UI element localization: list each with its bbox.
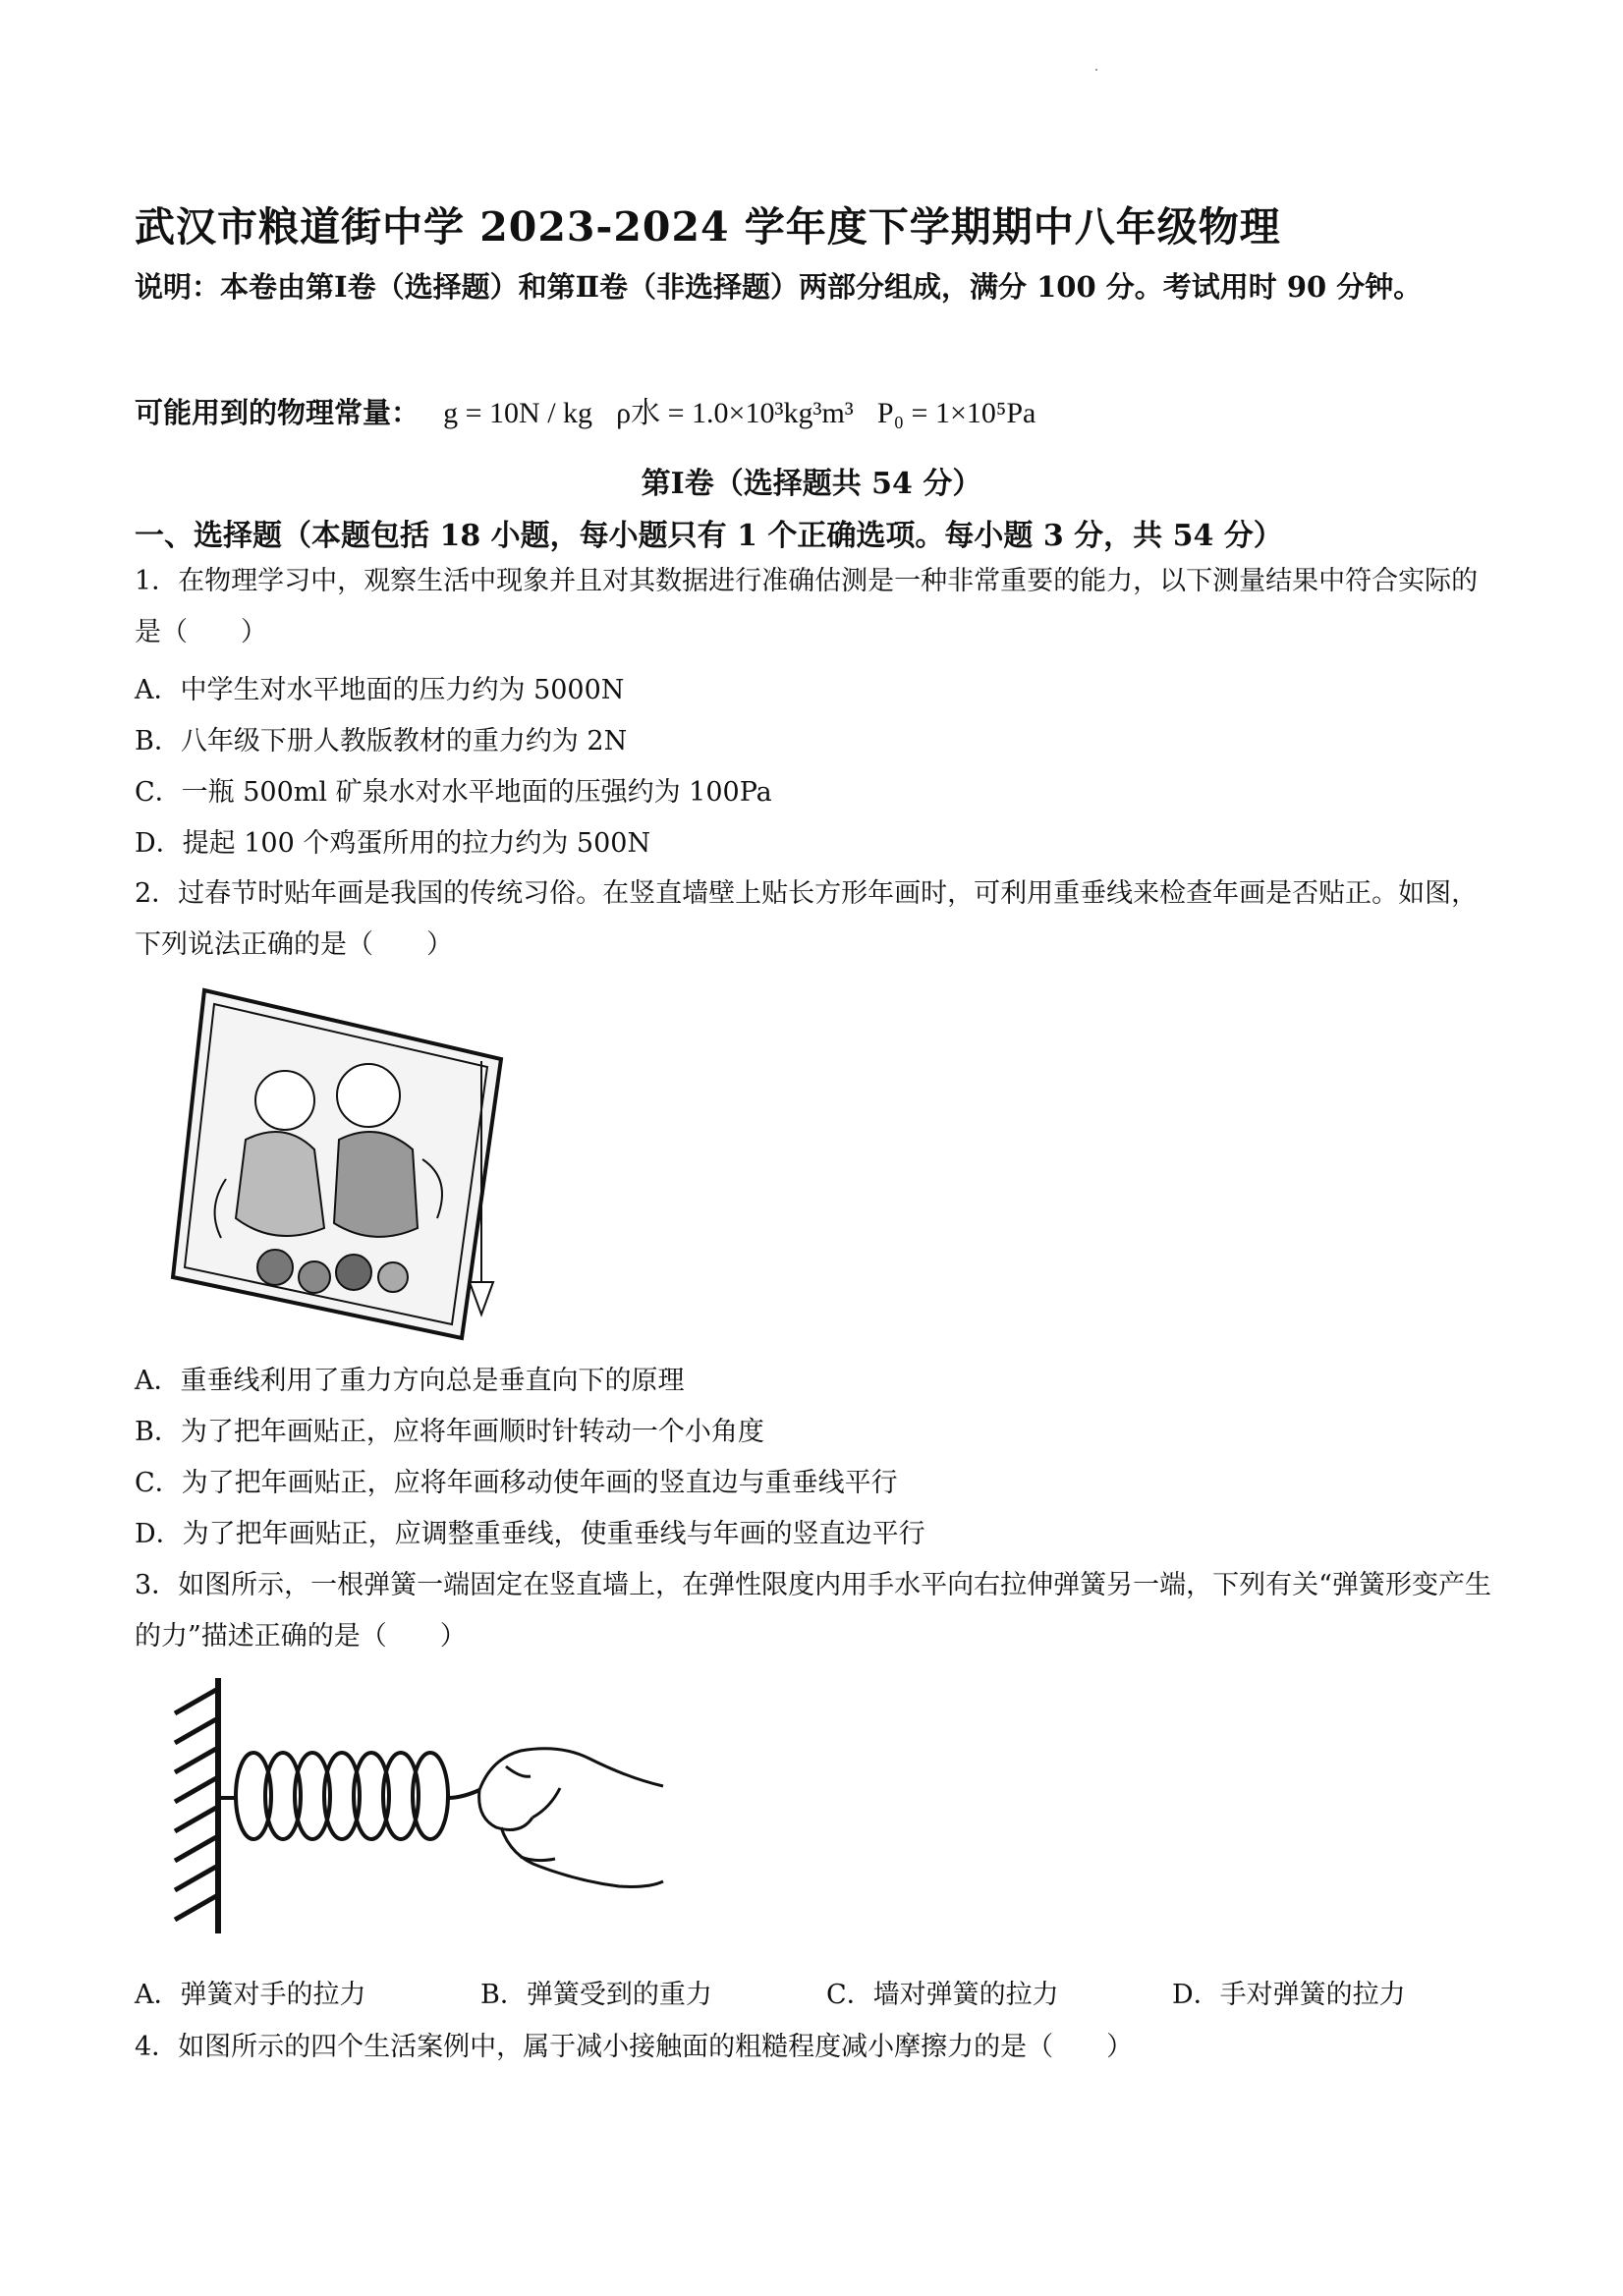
question-4-stem: 4．如图所示的四个生活案例中，属于减小接触面的粗糙程度减小摩擦力的是（ ） [135,2032,1134,2062]
constants-label: 可能用到的物理常量： [135,396,420,429]
q2-option-a: A．重垂线利用了重力方向总是垂直向下的原理 [135,1366,685,1396]
constant-rho-water: ρ水 = 1.0×10³kg³m³ [616,397,854,429]
q2-option-d: D．为了把年画贴正，应调整重垂线，使重垂线与年画的竖直边平行 [135,1519,925,1549]
plumb-bob [470,1282,493,1315]
constant-p0: P₀ = 1×10⁵Pa [876,397,1036,429]
q3-option-b: B．弹簧受到的重力 [480,1980,712,2010]
hand-illustration [479,1749,663,1887]
section-title: 第Ⅰ卷（选择题共 54 分） [641,467,982,501]
question-2-stem: 2．过春节时贴年画是我国的传统习俗。在竖直墙壁上贴长方形年画时，可利用重垂线来检查年画是否贴正。如图，下列说法正确的是（ ） [135,878,1479,960]
q1-option-b: B．八年级下册人教版教材的重力约为 2N [135,726,628,756]
q1-option-d: D．提起 100 个鸡蛋所用的拉力约为 500N [135,828,651,859]
wall-hatching [175,1690,216,1920]
question-1-stem: 1．在物理学习中，观察生活中现象并且对其数据进行准确估测是一种非常重要的能力，以下测量结果中符合实际的是（ ） [135,566,1479,647]
spring-coils [218,1753,479,1839]
q2-option-c: C．为了把年画贴正，应将年画移动使年画的竖直边与重垂线平行 [135,1468,898,1498]
spring-wall-hand-figure [167,1670,678,1935]
scan-speck [1095,69,1097,71]
q1-option-a: A．中学生对水平地面的压力约为 5000N [135,675,625,705]
question-3-stem: 3．如图所示，一根弹簧一端固定在竖直墙上，在弹性限度内用手水平向右拉伸弹簧另一端，下列有关“弹簧形变产生的力”描述正确的是（ ） [135,1570,1491,1652]
q3-option-d: D．手对弹簧的拉力 [1172,1980,1406,2010]
physical-constants [135,388,1035,431]
constant-g: g = 10N / kg [443,397,593,429]
new-year-painting-figure [167,982,531,1346]
q3-option-a: A．弹簧对手的拉力 [135,1980,366,2010]
exam-title: 武汉市粮道街中学 2023-2024 学年度下学期期中八年级物理 [135,203,1281,251]
part-heading: 一、选择题（本题包括 18 小题，每小题只有 1 个正确选项。每小题 3 分，共 54 分） [135,519,1283,553]
exam-instructions: 说明：本卷由第Ⅰ卷（选择题）和第Ⅱ卷（非选择题）两部分组成，满分 100 分。考试用时 90 分钟。 [135,270,1423,304]
q1-option-c: C．一瓶 500ml 矿泉水对水平地面的压强约为 100Pa [135,777,772,808]
q3-option-c: C．墙对弹簧的拉力 [826,1980,1059,2010]
q2-option-b: B．为了把年画贴正，应将年画顺时针转动一个小角度 [135,1417,764,1447]
